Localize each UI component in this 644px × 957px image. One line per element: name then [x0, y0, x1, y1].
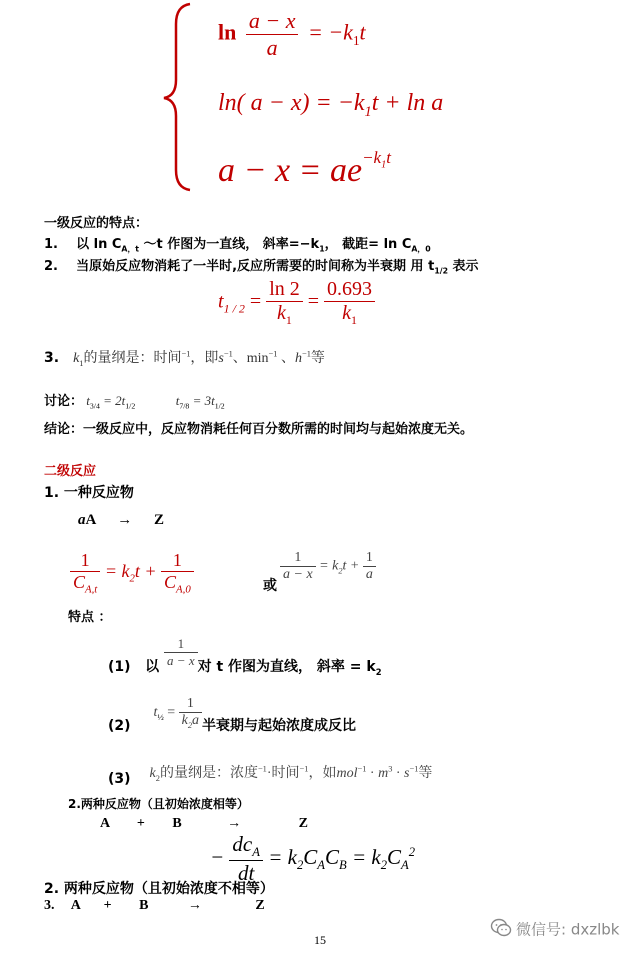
- watermark: 微信号: dxzlbk: [490, 918, 619, 942]
- two-reactants-equal-heading: 2.两种反应物（且初始浓度相等）: [68, 797, 249, 811]
- second-order-equation-b: $\frac{1}{a - x}$ = $k_2t$ + $\frac{1}{a}$: [280, 550, 376, 583]
- conclusion: 结论：一级反应中，反应物消耗任何百分数所需的时间均与起始浓度无关。: [44, 422, 474, 437]
- equation-2: ln( $a - x) = -k_1t + \ln a$: [218, 90, 444, 120]
- equation-1: ln $\frac{a - x}{a}$ = $-k_1t$: [218, 8, 366, 60]
- reaction-2: A + B → Z: [100, 816, 309, 831]
- page-number: 15: [314, 933, 326, 947]
- discussion: 讨论： $t_{3/4} = 2t_{1/2}$ $t_{7/8} = 3t_{1/2}$: [44, 393, 225, 411]
- one-reactant-heading: 1. 一种反应物: [44, 485, 134, 501]
- half-life-formula: $t_{1 / 2}$ = $\frac{\ln 2}{k_1}$ = $\frac{0.693}{k_1}$: [218, 278, 375, 328]
- second-order-heading: 二级反应: [44, 464, 97, 479]
- first-order-item-3: 3. $k_1$的量纲是：时间$^{-1}$，即$s^{-1}$、$\min^{-1}$ 、$h^{-1}$等: [44, 349, 325, 368]
- feature-2: (2) $t_{\frac{1}{2}}$ = $\frac{1}{k_2a}$ 半衰期与起始浓度成反比: [108, 696, 357, 735]
- second-order-equation-a: $\frac{1}{C_{A,t}}$ = $k_2t$ + $\frac{1}{C_{A,0}}$: [70, 550, 194, 596]
- reaction-3: 3. A + B → Z: [44, 898, 265, 913]
- wechat-icon: [490, 918, 512, 942]
- first-order-item-1: 1. 以 $\ln C_{A,t}$ ～t 作图为一直线， 斜率$=-k_1$， 截距= $\ln C_{A,0}$: [44, 237, 431, 254]
- features-label: 特点 ：: [68, 610, 112, 625]
- first-order-heading: 一级反应的特点：: [44, 216, 149, 231]
- equation-3: $a - x = ae^{-k_1t}$: [218, 148, 391, 189]
- rate-equation: − $\frac{dc_A}{dt}$ = $k_2C_AC_B = k_2C_A^2$: [210, 832, 415, 886]
- two-reactants-unequal-heading: 2. 两种反应物（且初始浓度不相等）: [44, 881, 274, 897]
- reaction-1: aA → Z: [78, 512, 165, 528]
- feature-3: (3) $k_2$的量纲是：浓度$^{-1}$·时间$^{-1}$，如$mol^{-1} \cdot m^3 \cdot s^{-1}$等: [108, 764, 433, 787]
- or-label: 或: [263, 578, 277, 594]
- left-brace: [160, 0, 200, 195]
- feature-1: (1) 以 $\frac{1}{a - x}$ 对 t 作图为直线， 斜率 = $k_2$: [108, 636, 382, 677]
- first-order-item-2: 2. 当原始反应物消耗了一半时,反应所需要的时间称为半衰期 用 $t_{1/2}$ 表示: [44, 259, 479, 276]
